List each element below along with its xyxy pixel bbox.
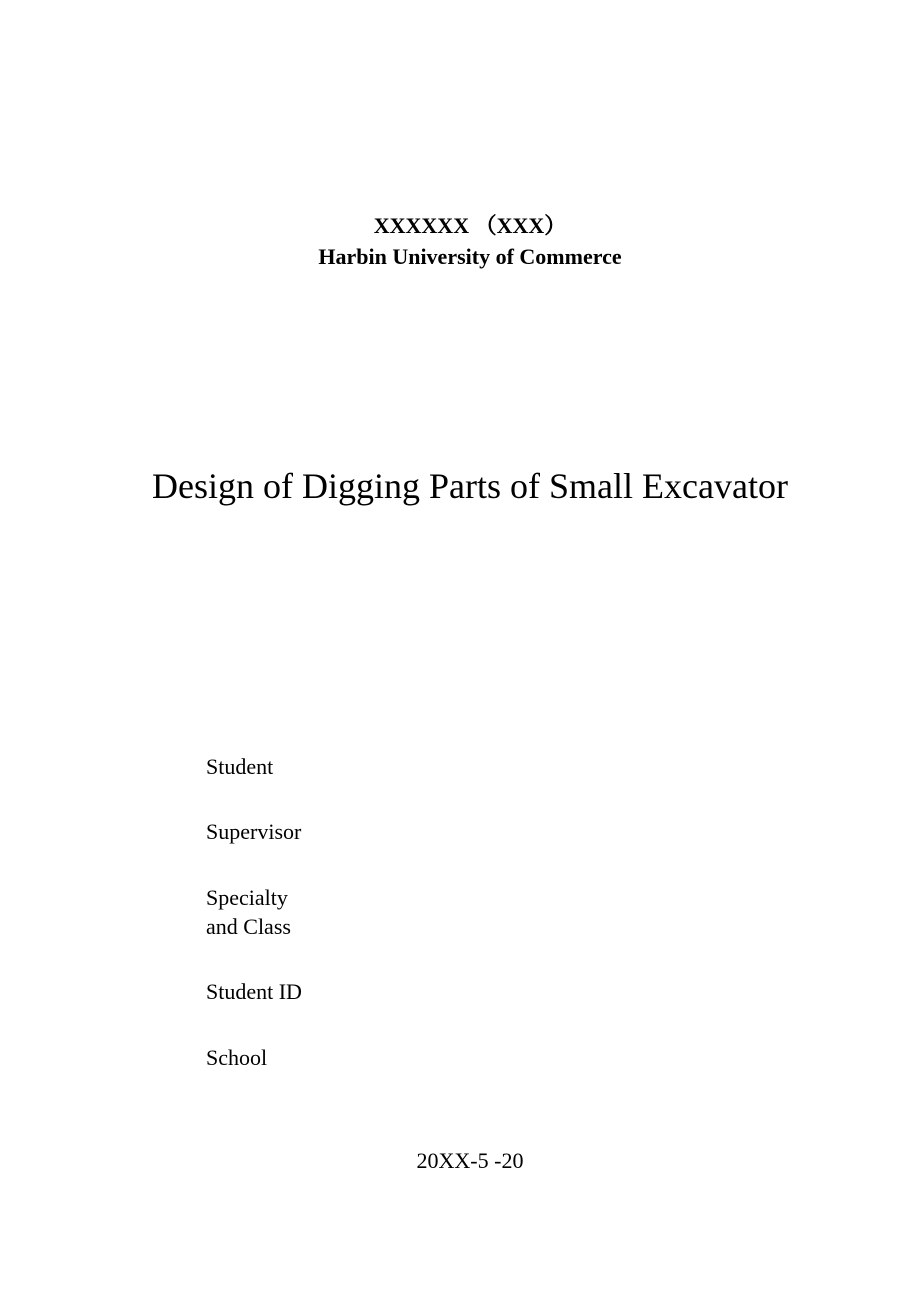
label-specialty-line1: Specialty: [206, 885, 288, 910]
label-specialty-line2: and Class: [206, 914, 291, 939]
label-supervisor: Supervisor: [206, 819, 302, 844]
label-student-id: Student ID: [206, 979, 302, 1004]
university-name: Harbin University of Commerce: [318, 244, 622, 269]
label-school: School: [206, 1045, 268, 1070]
label-student: Student: [206, 754, 274, 779]
submission-date: 20XX-5 -20: [416, 1148, 524, 1173]
university-code-line: XXXXXX （XXX）: [373, 213, 567, 238]
thesis-title: Design of Digging Parts of Small Excavator: [152, 466, 788, 506]
